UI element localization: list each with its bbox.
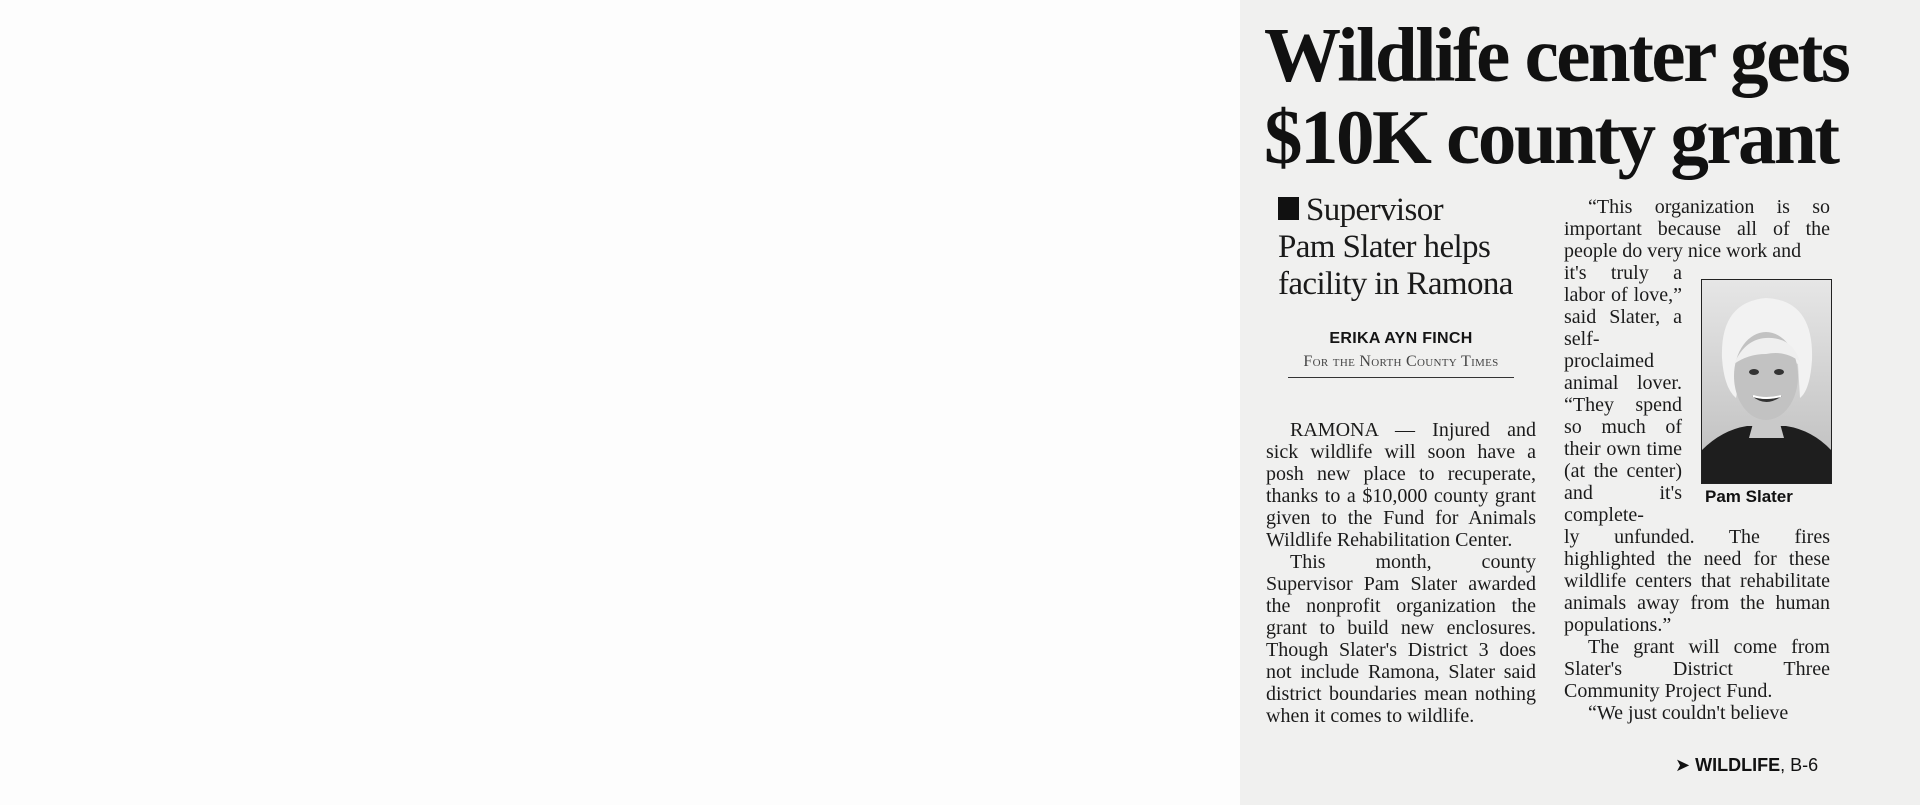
article-column-2-bottom <box>1564 526 1830 724</box>
subheadline-line-1: Supervisor <box>1306 192 1443 228</box>
article-column-2-top <box>1564 196 1830 262</box>
headline <box>1264 14 1904 178</box>
paragraph: The grant will come from Slater's District Three Community Project Fund. <box>1564 636 1830 702</box>
paragraph: “This organization is so important because all of the people do very nice work and <box>1564 196 1830 262</box>
byline <box>1288 330 1514 378</box>
portrait-image <box>1702 280 1831 483</box>
paragraph: ly unfunded. The fires highlighted the need for these wildlife centers that rehabilitate animals away from the human populations.” <box>1564 526 1830 636</box>
paragraph: it's truly a labor of love,” said Slater, a self-proclaimed animal lover. “They spend so much of their own time (at the center) and it's complete- <box>1564 262 1682 526</box>
byline-affiliation: For the North County Times <box>1288 353 1514 378</box>
subheadline <box>1278 192 1528 303</box>
headline-line-2: $10K county grant <box>1264 94 1838 180</box>
paragraph: This month, county Supervisor Pam Slater awarded the nonprofit organization the grant to build new enclosures. Though Slater's District 3 does not include Ramona, Slater said district boundaries mean nothing when it comes to wildlife. <box>1266 551 1536 727</box>
article-column-2-wrap <box>1564 262 1682 526</box>
continued-on-link <box>1675 755 1818 776</box>
article-column-1 <box>1266 419 1536 727</box>
square-bullet-icon <box>1278 197 1299 220</box>
newspaper-clipping <box>1240 0 1920 805</box>
portrait-photo <box>1701 279 1832 484</box>
subheadline-line-2: Pam Slater helps <box>1278 229 1491 265</box>
jump-page: B-6 <box>1790 755 1819 775</box>
jump-separator: , <box>1780 755 1791 775</box>
jump-keyword: WILDLIFE <box>1695 755 1781 775</box>
photo-caption: Pam Slater <box>1705 487 1793 506</box>
paragraph: RAMONA — Injured and sick wildlife will soon have a posh new place to recuperate, thanks to a $10,000 county grant given to the Fund for Animals Wildlife Rehabilitation Center. <box>1266 419 1536 551</box>
arrow-right-icon: ➤ <box>1675 755 1691 775</box>
headline-line-1: Wildlife center gets <box>1264 12 1849 98</box>
paragraph: “We just couldn't believe <box>1588 702 1789 724</box>
subheadline-line-3: facility in Ramona <box>1278 266 1513 302</box>
byline-name: ERIKA AYN FINCH <box>1329 330 1473 347</box>
